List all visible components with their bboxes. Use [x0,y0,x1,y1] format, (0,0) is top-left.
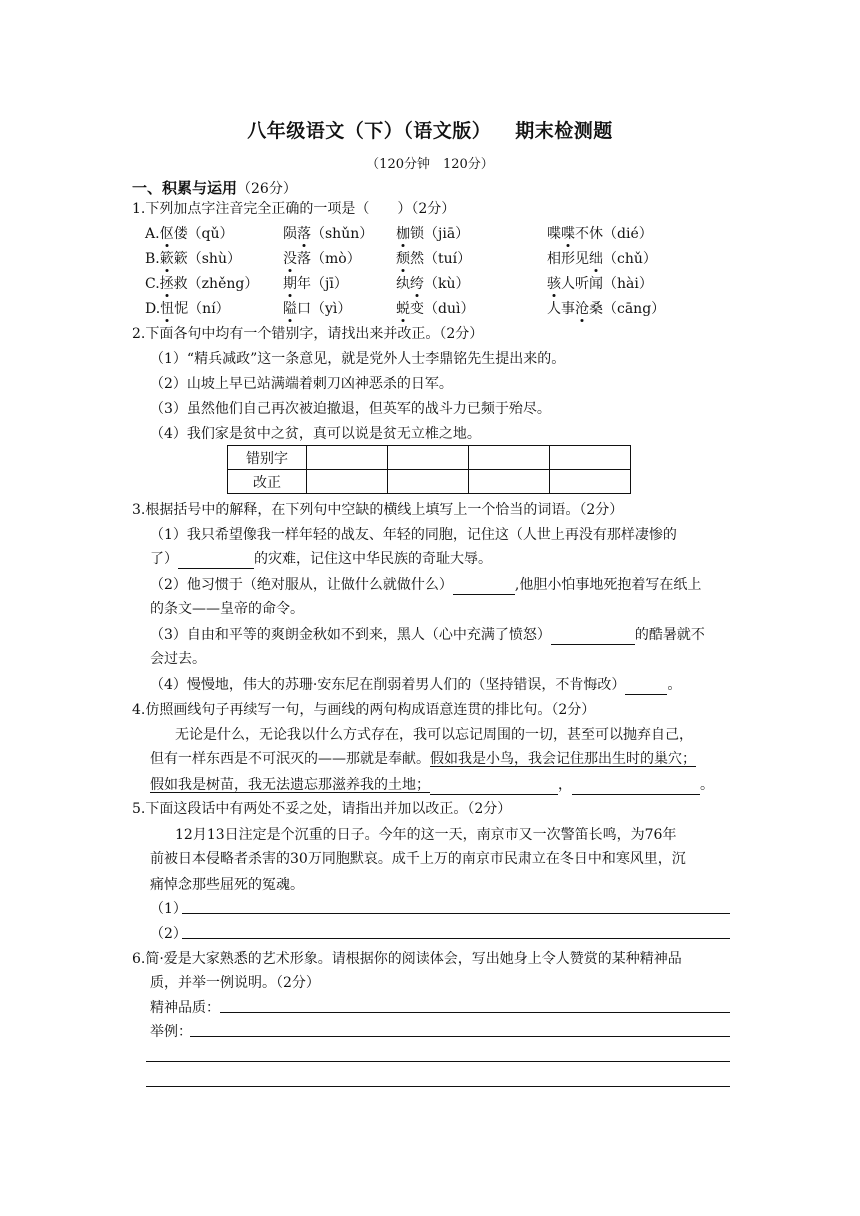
example-label: 举例： [150,1024,192,1040]
fill-blank[interactable] [453,580,515,595]
q3-line: （4）慢慢地，伟大的苏珊·安东尼在削弱着男人们的（坚持错误，不肯悔改） 。 [150,677,682,693]
quality-label: 精神品质： [150,1000,220,1016]
q1-option: 蜕变（duì） [396,298,474,318]
table-header-cell: 错别字 [228,446,307,470]
q1-stem: 1.下列加点字注音完全正确的一项是（ ）（2分） [132,201,456,217]
answer-line[interactable] [182,913,730,914]
table-row [228,446,631,470]
q2-item: （3）虽然他们自己再次被迫撤退，但英军的战斗力已频于殆尽。 [150,401,551,417]
q4-stem: 4.仿照画线句子再续写一句，与画线的两句构成语意连贯的排比句。（2分） [132,702,596,718]
q2-stem: 2.下面各句中均有一个错别字，请找出来并改正。（2分） [132,326,484,342]
answer-line[interactable] [190,1036,730,1037]
q1-option: 人事沧桑（cāng） [547,298,665,318]
q1-option: C.拯救（zhěng） [145,273,258,293]
q3-line: （1）我只希望像我一样年轻的战友、年轻的同胞，记住这（人世上再没有那样凄惨的 [150,527,677,543]
q5-paragraph: 12月13日注定是个沉重的日子。今年的这一天，南京市又一次警笛长鸣，为76年 [175,827,677,843]
q1-option: 陨落（shǔn） [283,223,373,243]
table-header-cell: 改正 [228,470,307,494]
q2-item: （2）山坡上早已站满端着刺刀凶神恶杀的日军。 [150,376,453,392]
fill-blank[interactable] [430,780,558,795]
q3-stem: 3.根据括号中的解释，在下列句中空缺的横线上填写上一个恰当的词语。（2分） [132,502,624,518]
q2-item: （4）我们家是贫中之贫，真可以说是贫无立椎之地。 [150,426,481,442]
q2-item: （1）“精兵减政”这一条意见，就是党外人士李鼎铭先生提出来的。 [150,351,566,367]
answer-line[interactable] [146,1061,730,1062]
q3-line: （2）他习惯于（绝对服从，让做什么就做什么） ,他胆小怕事地死抱着写在纸上 [150,577,702,593]
q5-stem: 5.下面这段话中有两处不妥之处，请指出并加以改正。（2分） [132,801,512,817]
fill-blank[interactable] [178,554,254,569]
answer-cell[interactable] [469,470,550,494]
q1-option: 颓然（tuí） [396,248,471,268]
q3-line: 的条文——皇帝的命令。 [150,601,304,617]
underlined-sentence: 假如我是树苗，我无法遗忘那滋养我的土地； [150,777,430,793]
answer-label: （1） [150,901,187,917]
q4-paragraph: 但有一样东西是不可泯灭的——那就是奉献。假如我是小鸟，我会记住那出生时的巢穴； [150,751,696,767]
underlined-sentence: 假如我是小鸟，我会记住那出生时的巢穴； [430,751,696,767]
answer-line[interactable] [182,938,730,939]
answer-cell[interactable] [550,446,631,470]
table-row [228,470,631,494]
q4-paragraph: 无论是什么，无论我以什么方式存在，我可以忘记周围的一切，甚至可以抛弃自己， [175,727,693,743]
answer-cell[interactable] [307,446,388,470]
q1-option: A.伛偻（qǔ） [145,223,234,243]
q3-line: 了） 的灾难，记住这中华民族的奇耻大辱。 [150,551,492,567]
q5-paragraph: 痛悼念那些屈死的冤魂。 [150,877,304,893]
q5-paragraph: 前被日本侵略者杀害的30万同胞默哀。成千上万的南京市民肃立在冬日中和寒风里，沉 [150,851,686,867]
answer-line[interactable] [220,1012,730,1013]
answer-cell[interactable] [469,446,550,470]
exam-subtitle: （120分钟 120分） [366,157,494,172]
q1-option: 骇人听闻（hài） [547,273,653,293]
q6-stem: 6.简·爱是大家熟悉的艺术形象。请根据你的阅读体会，写出她身上令人赞赏的某种精神品 [132,951,682,967]
section-points: （26分） [237,181,297,197]
q1-option: 隘口（yì） [283,298,351,318]
answer-line[interactable] [146,1086,730,1087]
section-heading [132,177,297,198]
answer-cell[interactable] [388,446,469,470]
q1-option: 枷锁（jiā） [396,223,469,243]
q1-option: 没落（mò） [283,248,361,268]
fill-blank[interactable] [572,780,700,795]
q6-stem: 质，并举一例说明。（2分） [150,975,320,991]
q1-option: 期年（jī） [283,273,348,293]
answer-cell[interactable] [550,470,631,494]
exam-title [0,116,860,143]
answer-cell[interactable] [307,470,388,494]
q1-option: 喋喋不休（dié） [547,223,653,243]
section-title: 一、积累与运用 [132,179,238,197]
q1-option: B.簌簌（shù） [145,248,241,268]
q1-option: 相形见绌（chǔ） [547,248,657,268]
answer-label: （2） [150,926,187,942]
q3-line: （3）自由和平等的爽朗金秋如不到来，黑人（心中充满了愤怒） 的酷暑就不 [150,627,705,643]
q4-paragraph: 假如我是树苗，我无法遗忘那滋养我的土地； ， 。 [150,777,714,793]
q3-line: 会过去。 [150,651,206,667]
q1-option: 纨绔（kù） [396,273,470,293]
fill-blank[interactable] [551,630,635,645]
answer-cell[interactable] [388,470,469,494]
q1-option: D.忸怩（ní） [145,298,230,318]
title-main: 八年级语文（下）（语文版） [247,120,492,142]
title-suffix: 期末检测题 [515,120,613,142]
fill-blank[interactable] [625,680,667,695]
q2-answer-table [227,445,631,494]
